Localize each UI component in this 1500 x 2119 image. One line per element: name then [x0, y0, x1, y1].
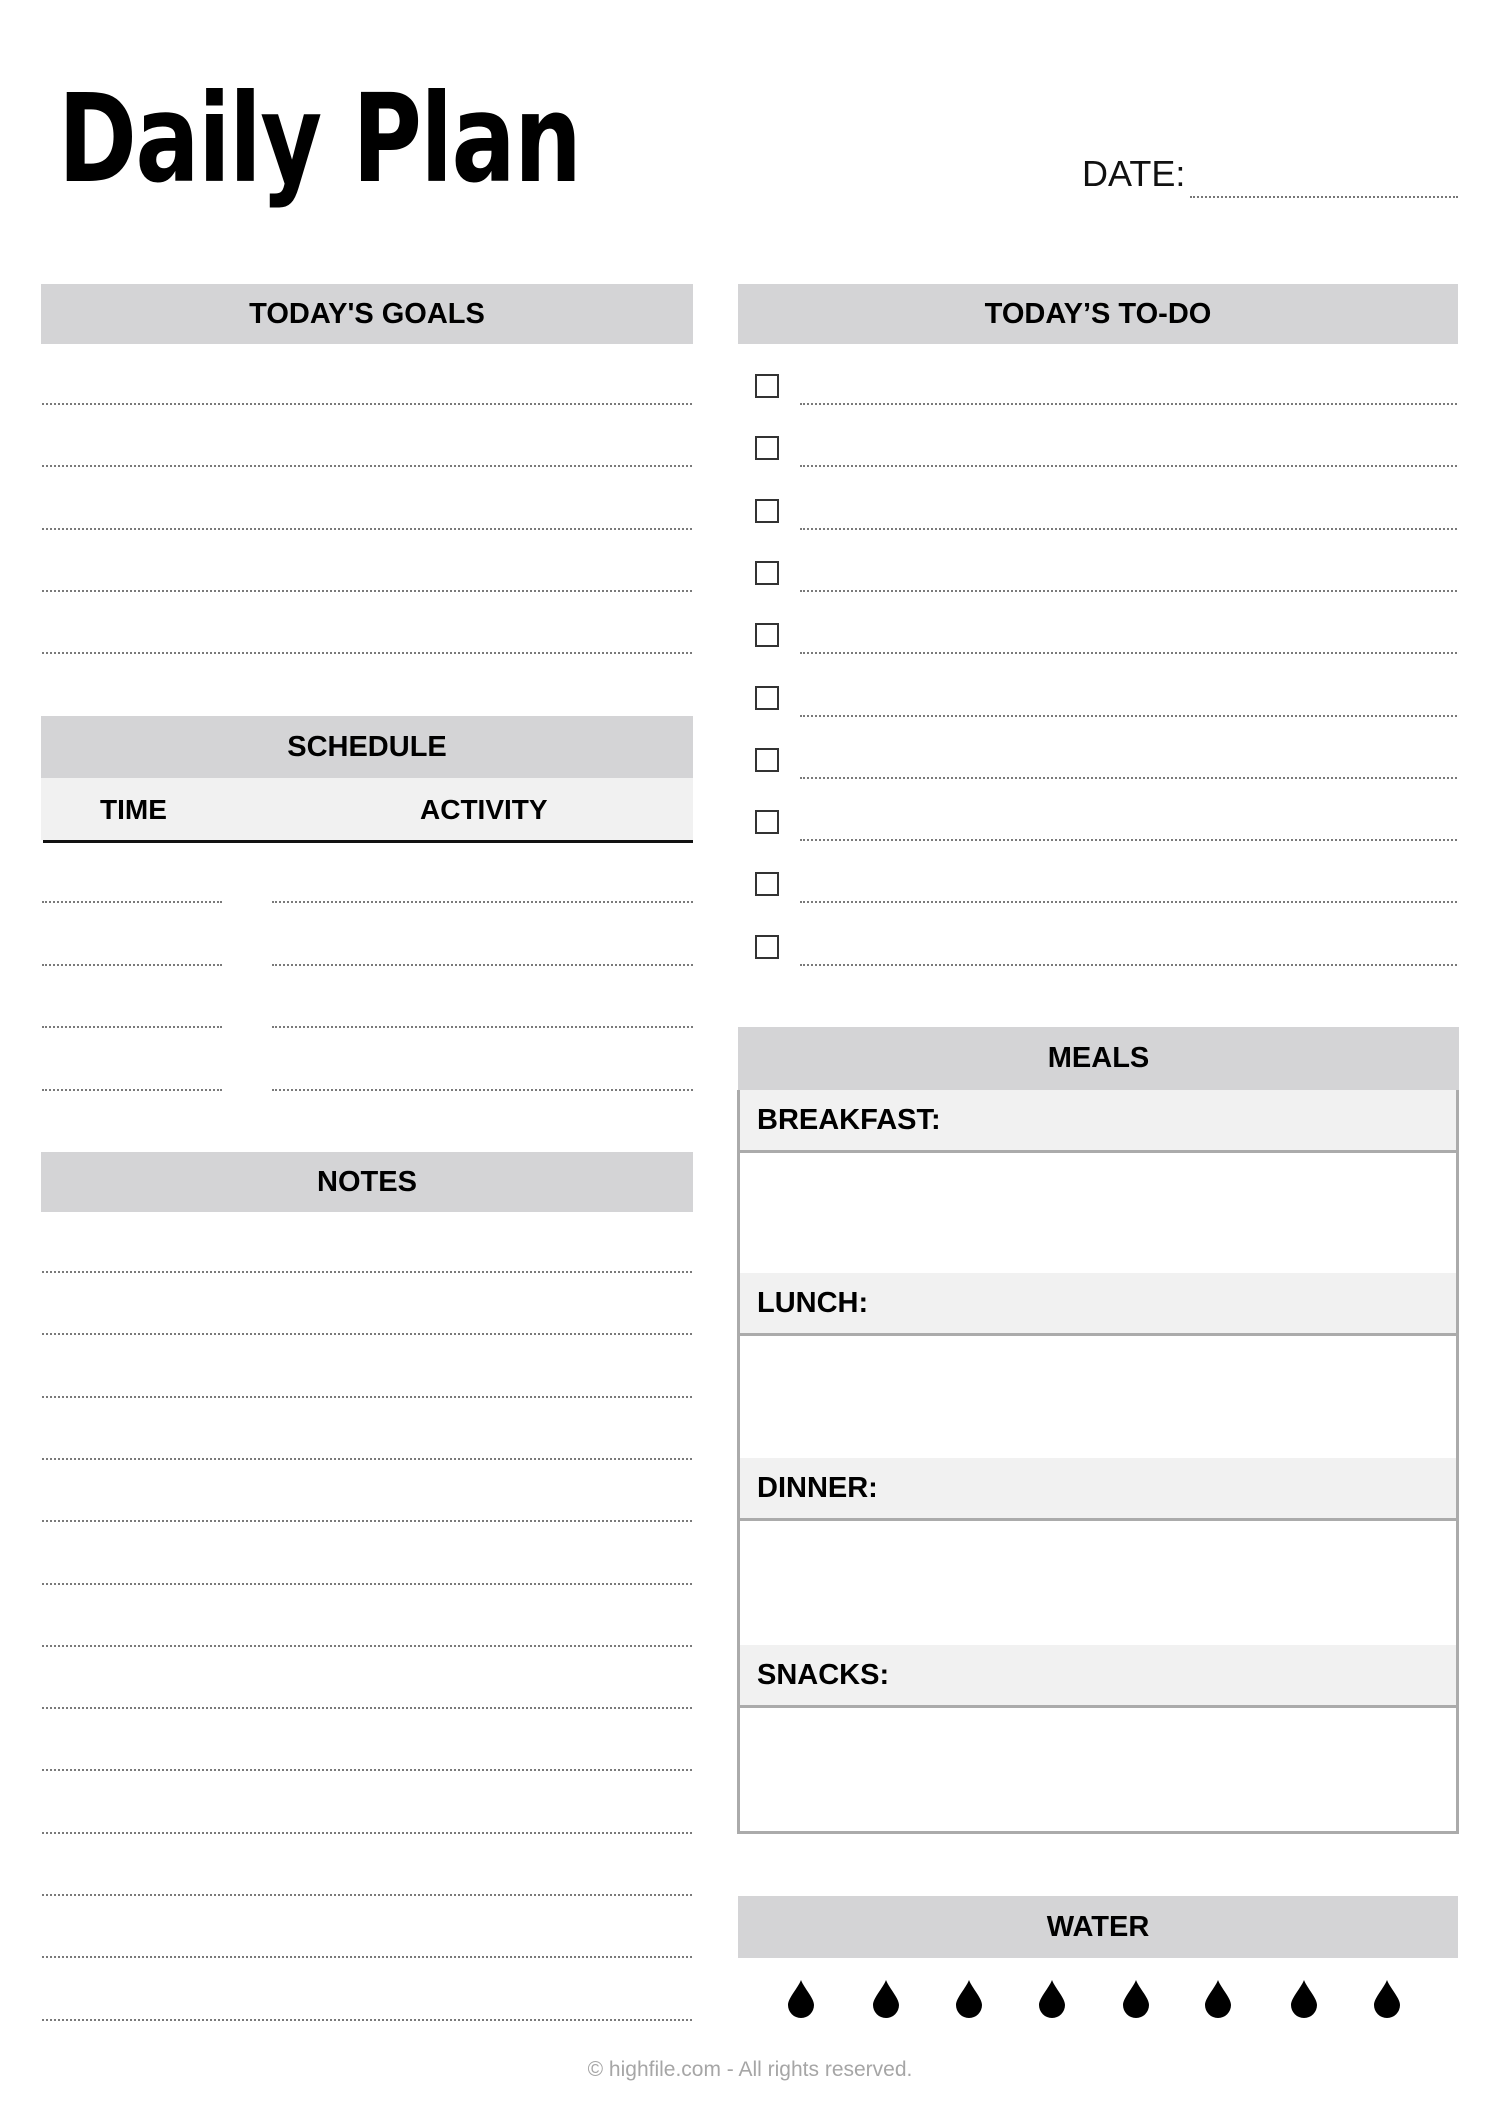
lunch-label: LUNCH:	[757, 1287, 869, 1319]
note-line[interactable]	[42, 1583, 692, 1585]
time-field[interactable]	[42, 901, 222, 903]
todo-line[interactable]	[800, 465, 1457, 467]
page-title: Daily Plan	[58, 68, 581, 210]
todo-checkbox[interactable]	[755, 374, 779, 398]
todo-checkbox[interactable]	[755, 499, 779, 523]
goal-line[interactable]	[42, 403, 692, 405]
date-field[interactable]	[1190, 196, 1458, 198]
water-drop-icon[interactable]	[1291, 1980, 1317, 2018]
todo-line[interactable]	[800, 403, 1457, 405]
todo-checkbox[interactable]	[755, 623, 779, 647]
water-drop-icon[interactable]	[956, 1980, 982, 2018]
note-line[interactable]	[42, 2019, 692, 2021]
todo-line[interactable]	[800, 528, 1457, 530]
snacks-input-area[interactable]	[740, 1708, 1456, 1831]
todo-line[interactable]	[800, 964, 1457, 966]
todo-checkbox[interactable]	[755, 810, 779, 834]
todo-checkbox[interactable]	[755, 436, 779, 460]
note-line[interactable]	[42, 1769, 692, 1771]
todo-heading: TODAY’S TO-DO	[984, 297, 1212, 330]
todo-line[interactable]	[800, 652, 1457, 654]
schedule-header	[41, 716, 693, 778]
note-line[interactable]	[42, 1832, 692, 1834]
copyright-footer: © highfile.com - All rights reserved.	[587, 2058, 913, 2081]
todo-checkbox[interactable]	[755, 686, 779, 710]
meals-table	[737, 1090, 1459, 1834]
schedule-column-header	[41, 778, 693, 840]
water-drop-icon[interactable]	[1374, 1980, 1400, 2018]
goal-line[interactable]	[42, 590, 692, 592]
todo-line[interactable]	[800, 839, 1457, 841]
schedule-heading: SCHEDULE	[287, 730, 447, 763]
breakfast-input-area[interactable]	[740, 1153, 1456, 1273]
breakfast-label: BREAKFAST:	[757, 1104, 941, 1136]
time-field[interactable]	[42, 964, 222, 966]
goal-line[interactable]	[42, 465, 692, 467]
activity-field[interactable]	[272, 964, 693, 966]
notes-heading: NOTES	[317, 1165, 417, 1198]
todo-checkbox[interactable]	[755, 748, 779, 772]
activity-field[interactable]	[272, 1026, 693, 1028]
note-line[interactable]	[42, 1894, 692, 1896]
note-line[interactable]	[42, 1458, 692, 1460]
date-label: DATE:	[1082, 153, 1186, 194]
schedule-divider	[43, 840, 693, 843]
todo-checkbox[interactable]	[755, 561, 779, 585]
activity-field[interactable]	[272, 901, 693, 903]
note-line[interactable]	[42, 1271, 692, 1273]
snacks-label-band	[740, 1645, 1456, 1708]
activity-column-header: ACTIVITY	[420, 794, 548, 825]
note-line[interactable]	[42, 1396, 692, 1398]
goals-heading: TODAY'S GOALS	[249, 297, 485, 330]
lunch-input-area[interactable]	[740, 1336, 1456, 1458]
goal-line[interactable]	[42, 652, 692, 654]
todo-line[interactable]	[800, 901, 1457, 903]
dinner-label-band	[740, 1458, 1456, 1521]
water-heading: WATER	[1046, 1910, 1150, 1943]
meals-header	[738, 1027, 1459, 1090]
todo-line[interactable]	[800, 777, 1457, 779]
time-field[interactable]	[42, 1026, 222, 1028]
note-line[interactable]	[42, 1520, 692, 1522]
goals-header	[41, 284, 693, 344]
time-field[interactable]	[42, 1089, 222, 1091]
water-drop-icon[interactable]	[873, 1980, 899, 2018]
water-drop-icon[interactable]	[1039, 1980, 1065, 2018]
dinner-input-area[interactable]	[740, 1521, 1456, 1645]
note-line[interactable]	[42, 1645, 692, 1647]
water-header	[738, 1896, 1458, 1958]
meals-heading: MEALS	[1047, 1042, 1150, 1074]
goal-line[interactable]	[42, 528, 692, 530]
water-drop-icon[interactable]	[1205, 1980, 1231, 2018]
notes-header	[41, 1152, 693, 1212]
todo-line[interactable]	[800, 590, 1457, 592]
time-column-header: TIME	[100, 794, 167, 825]
todo-checkbox[interactable]	[755, 872, 779, 896]
dinner-label: DINNER:	[757, 1472, 878, 1504]
todo-checkbox[interactable]	[755, 935, 779, 959]
note-line[interactable]	[42, 1956, 692, 1958]
note-line[interactable]	[42, 1333, 692, 1335]
snacks-label: SNACKS:	[757, 1659, 890, 1691]
note-line[interactable]	[42, 1707, 692, 1709]
todo-line[interactable]	[800, 715, 1457, 717]
activity-field[interactable]	[272, 1089, 693, 1091]
todo-header	[738, 284, 1458, 344]
water-drop-icon[interactable]	[1123, 1980, 1149, 2018]
lunch-label-band	[740, 1273, 1456, 1336]
water-drop-icon[interactable]	[788, 1980, 814, 2018]
breakfast-label-band	[740, 1090, 1456, 1153]
